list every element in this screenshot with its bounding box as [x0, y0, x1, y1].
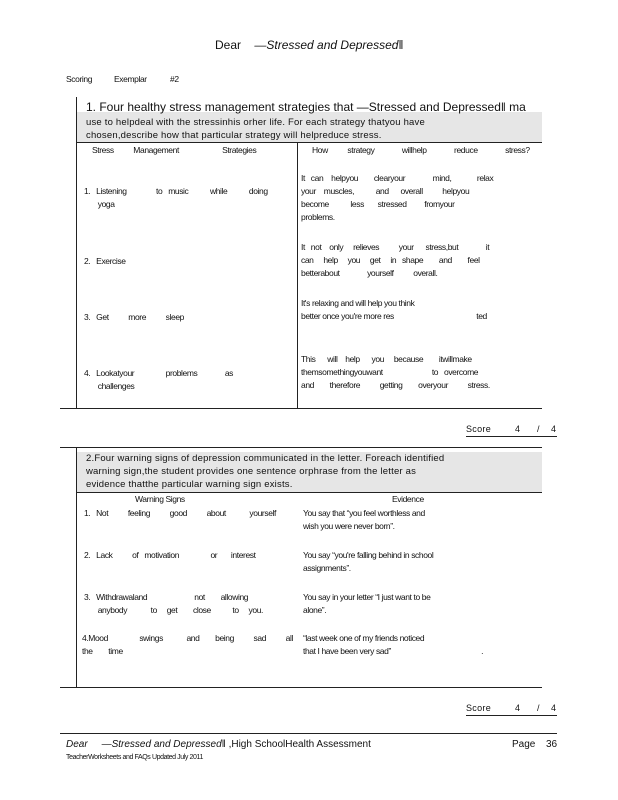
strategy-row-3-left: 3. Get more sleep — [84, 312, 184, 322]
footer-page-number: 36 — [546, 739, 558, 750]
footer-dear: Dear — [66, 739, 88, 750]
warning-row-3-left: 3. Withdrawaland not allowing anybody to get close to you. — [84, 592, 263, 615]
table-1-header-left: Stress Management Strategies — [92, 145, 257, 155]
exemplar-number: #2 — [170, 74, 179, 84]
question-1-line-3: chosen,describe how that particular strategy will helpreduce stress. — [86, 130, 382, 141]
score-1-value: 4 — [515, 424, 521, 434]
footer-italic-title: ―Stressed and Depressed‖ — [101, 739, 226, 750]
table-2-header-left: Warning Signs — [135, 494, 185, 504]
strategy-row-2-left: 2. Exercise — [84, 256, 126, 266]
section-2-left-border — [76, 447, 77, 687]
scoring-label: Scoring — [66, 74, 93, 84]
title-prefix: Dear — [215, 38, 242, 52]
section-2-top-rule — [60, 447, 542, 448]
footer-line-1 — [66, 739, 371, 750]
warning-row-4-right: “last week one of my friends noticed that I have been very sad” . — [303, 633, 484, 656]
score-2-underline — [466, 715, 557, 716]
document-title — [215, 38, 403, 52]
question-2-line-3: evidence thatthe particular warning sign exists. — [86, 479, 293, 490]
section-1-left-border — [76, 97, 77, 409]
warning-row-1-right: You say that “you feel worthless and wish you were never born”. — [303, 508, 425, 531]
question-2-line-1: 2.Four warning signs of depression communicated in the letter. Foreach identified — [86, 453, 445, 464]
warning-row-3-right: You say in your letter “I just want to be alone”. — [303, 592, 431, 615]
question-1-line-2: use to helpdeal with the stressinhis orher life. For each strategy thatyou have — [86, 117, 425, 128]
table-1-column-divider — [297, 142, 298, 408]
score-1-label: Score — [466, 424, 492, 434]
score-2-max: 4 — [551, 703, 557, 713]
table-1-top-rule — [77, 142, 542, 143]
strategy-row-1-right: It can helpyou clearyour mind, relax your muscles, and overall helpyou become less stressed fromyour problems. — [301, 173, 494, 222]
footer-page-label: Page — [512, 739, 536, 750]
score-2-separator: / — [537, 703, 540, 713]
strategy-row-1-left: 1. Listening to music while doing yoga — [84, 186, 268, 209]
warning-row-2-left: 2. Lack of motivation or interest — [84, 550, 256, 560]
table-2-bottom-rule — [60, 687, 542, 688]
table-1-header-right: How strategy willhelp reduce stress? — [312, 145, 530, 155]
strategy-row-4-left: 4. Lookatyour problems as challenges — [84, 368, 234, 391]
footer-course: ,High SchoolHealth Assessment — [228, 739, 371, 750]
question-1-title: 1. Four healthy stress management strategies that ―Stressed and Depressed‖ ma — [86, 100, 526, 114]
warning-row-2-right: You say “you're falling behind in school assignments”. — [303, 550, 434, 573]
strategy-row-4-right: This will help you because itwillmake themsomethingyouwant to overcome and therefore getting overyour stress. — [301, 354, 490, 390]
score-1-separator: / — [537, 424, 540, 434]
score-2-label: Score — [466, 703, 492, 713]
strategy-row-3-right: It's relaxing and will help you think better once you're more res ted — [301, 298, 487, 321]
table-1-bottom-rule — [60, 408, 542, 409]
score-1-max: 4 — [551, 424, 557, 434]
score-1-underline — [466, 436, 557, 437]
question-2-line-2: warning sign,the student provides one sentence orphrase from the letter as — [86, 466, 417, 477]
warning-row-1-left: 1. Not feeling good about yourself — [84, 508, 276, 518]
score-2-value: 4 — [515, 703, 521, 713]
exemplar-label: Exemplar — [114, 74, 147, 84]
footer-rule — [60, 733, 557, 734]
footer-line-2: TeacherWorksheets and FAQs Updated July 2011 — [66, 754, 204, 761]
strategy-row-2-right: It not only relieves your stress,but it can help you get in shape and feel betterabout yourself overall. — [301, 242, 490, 278]
table-2-header-right: Evidence — [392, 494, 424, 504]
warning-row-4-left: 4.Mood swings and being sad all the time — [82, 633, 293, 656]
title-italic: ―Stressed and Depressed‖ — [254, 38, 404, 52]
